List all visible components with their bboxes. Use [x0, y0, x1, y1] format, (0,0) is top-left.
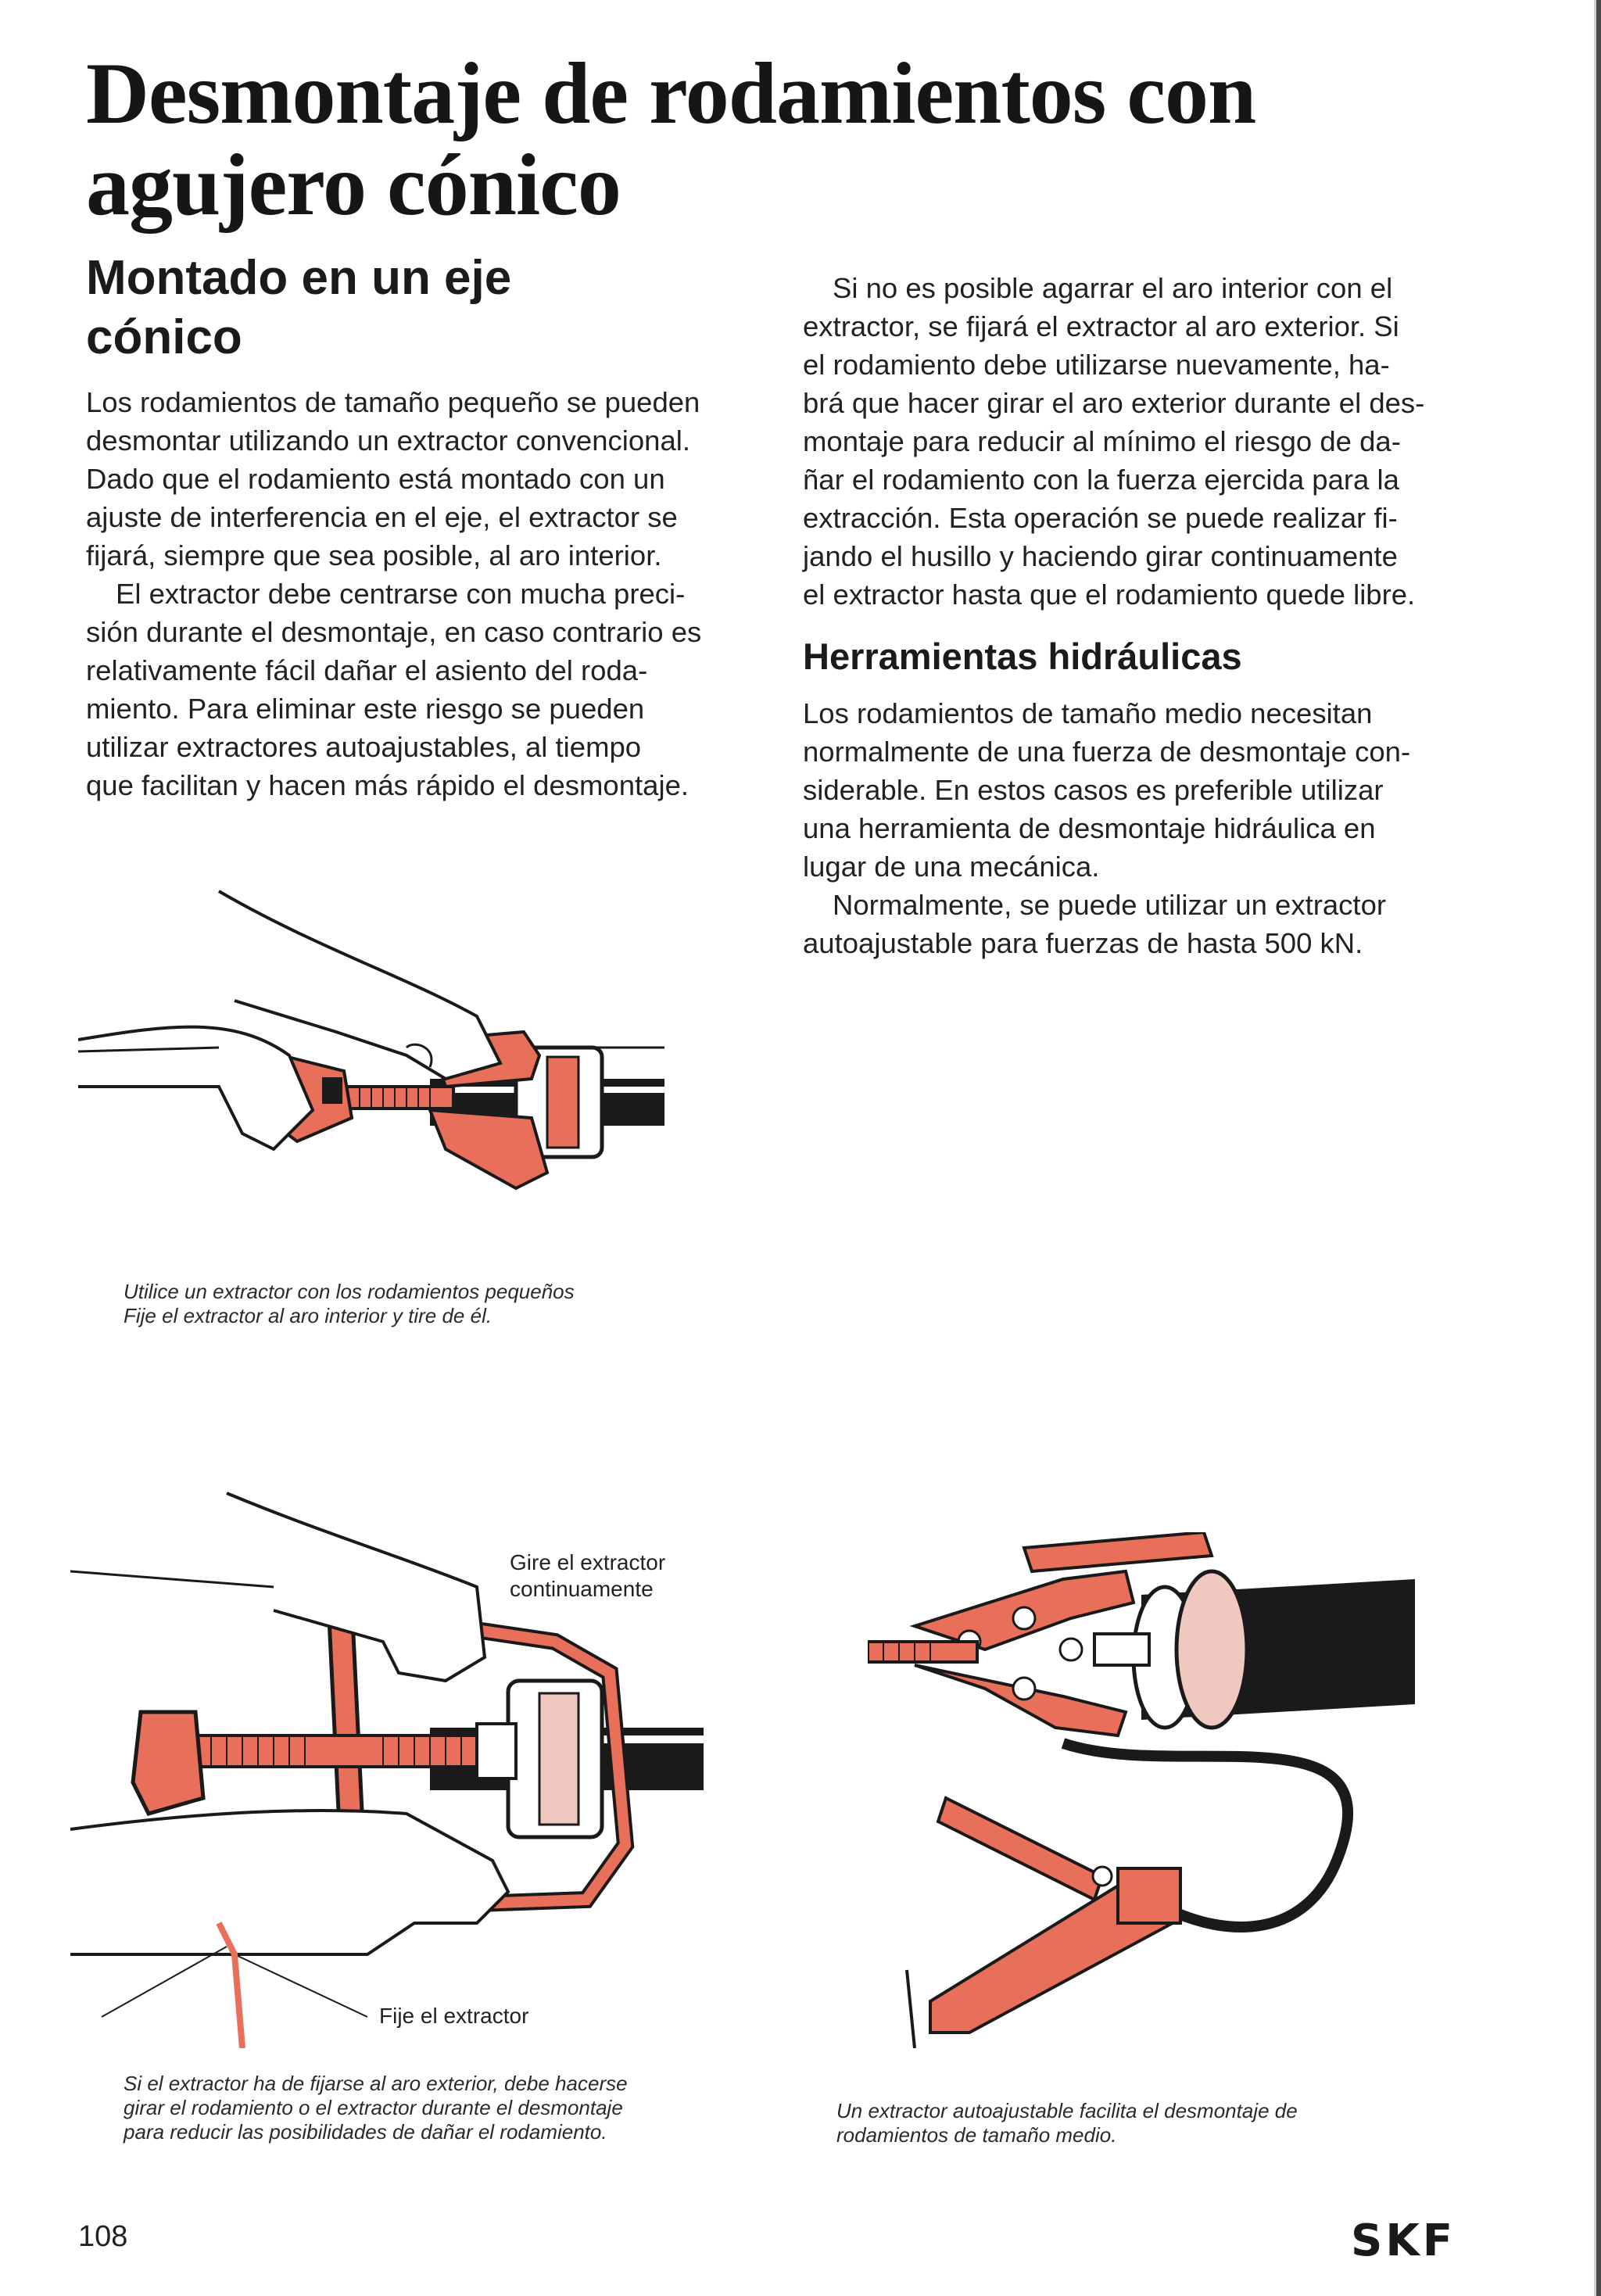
text-line: miento. Para eliminar este riesgo se pueden: [86, 693, 645, 725]
text-line: siderable. En estos casos es preferible utilizar: [803, 774, 1384, 806]
caption-line: rodamientos de tamaño medio.: [836, 2123, 1117, 2147]
text-line: extractor, se fijará el extractor al aro exterior. Si: [803, 310, 1399, 342]
caption-line: Fije el extractor al aro interior y tire de él.: [124, 1304, 492, 1327]
text-line: extracción. Esta operación se puede realizar fi-: [803, 502, 1398, 534]
caption-line: girar el rodamiento o el extractor durante el desmontaje: [124, 2096, 623, 2119]
paragraph: [803, 269, 1483, 614]
caption-line: Utilice un extractor con los rodamientos pequeños: [124, 1280, 575, 1303]
caption-line: para reducir las posibilidades de dañar el rodamiento.: [124, 2120, 607, 2144]
hand-lower: [70, 1811, 508, 1954]
text-line: Dado que el rodamiento está montado con un: [86, 463, 665, 495]
text-line: una herramienta de desmontaje hidráulica en: [803, 812, 1376, 844]
text-line: utilizar extractores autoajustables, al tiempo: [86, 731, 642, 763]
hand-upper: [70, 1493, 485, 1681]
figure-1-caption: [124, 1280, 575, 1328]
text-line: ajuste de interferencia en el eje, el extractor se: [86, 501, 678, 533]
label-turn-puller: [510, 1549, 665, 1603]
text-line: el rodamiento debe utilizarse nuevamente, ha-: [803, 349, 1390, 381]
paragraph: [803, 886, 1483, 962]
paragraph: [86, 575, 758, 804]
page-edge-shadow: [1596, 0, 1601, 2296]
label-fix-puller: Fije el extractor: [379, 2004, 529, 2028]
text-line: fijará, siempre que sea posible, al aro interior.: [86, 539, 662, 571]
page-number: 108: [78, 2220, 128, 2253]
illustration-small-puller: [78, 852, 672, 1266]
text-line: normalmente de una fuerza de desmontaje con-: [803, 736, 1411, 768]
title-line: agujero cónico: [86, 137, 621, 234]
label-line: Gire el extractor: [510, 1550, 666, 1574]
right-column-top-text: [803, 269, 1483, 614]
text-line: el extractor hasta que el rodamiento quede libre.: [803, 578, 1416, 611]
caption-line: Un extractor autoajustable facilita el desmontaje de: [836, 2099, 1298, 2122]
figure-2-caption: [124, 2072, 628, 2144]
text-line: autoajustable para fuerzas de hasta 500 kN.: [803, 927, 1363, 959]
text-line: desmontar utilizando un extractor convencional.: [86, 424, 691, 457]
text-line: que facilitan y hacen más rápido el desmontaje.: [86, 769, 689, 801]
illustration-hydraulic-puller: [868, 1532, 1415, 2048]
label-line: continuamente: [510, 1577, 654, 1601]
caption-line: Si el extractor ha de fijarse al aro exterior, debe hacerse: [124, 2072, 628, 2095]
paragraph: [803, 694, 1483, 886]
text-line: sión durante el desmontaje, en caso contrario es: [86, 616, 702, 648]
text-line: lugar de una mecánica.: [803, 851, 1100, 883]
hand-pump: [907, 1798, 1180, 2048]
subheading-hydraulic-tools: Herramientas hidráulicas: [803, 636, 1242, 677]
text-line: ñar el rodamiento con la fuerza ejercida para la: [803, 464, 1399, 496]
left-column-text: [86, 383, 758, 804]
page-title: [86, 45, 1493, 234]
text-line: relativamente fácil dañar el asiento del roda-: [86, 654, 648, 686]
title-line: Desmontaje de rodamientos con: [86, 45, 1256, 142]
skf-logo: SKF: [1351, 2215, 1456, 2266]
threaded-spindle: [133, 1712, 516, 1814]
text-line: montaje para reducir al mínimo el riesgo de da-: [803, 425, 1401, 457]
text-line: brá que hacer girar el aro exterior durante el des-: [803, 387, 1425, 419]
text-line: jando el husillo y haciendo girar continuamente: [803, 540, 1398, 572]
paragraph: [86, 383, 758, 575]
text-line: Los rodamientos de tamaño pequeño se pueden: [86, 386, 700, 418]
right-column-bottom-text: [803, 694, 1483, 962]
text-line: Normalmente, se puede utilizar un extractor: [833, 889, 1387, 921]
section-heading: [86, 249, 758, 367]
shaft-with-bearing: [1134, 1571, 1415, 1728]
text-line: Si no es posible agarrar el aro interior con el: [833, 272, 1393, 304]
section-heading-line: cónico: [86, 310, 242, 364]
hand-lower: [78, 1027, 313, 1149]
page-edge-highlight: [1594, 0, 1596, 2296]
text-line: Los rodamientos de tamaño medio necesitan: [803, 697, 1373, 729]
section-heading-line: Montado en un eje: [86, 251, 512, 305]
text-line: El extractor debe centrarse con mucha preci-: [116, 578, 686, 610]
figure-3-caption: [836, 2099, 1298, 2147]
